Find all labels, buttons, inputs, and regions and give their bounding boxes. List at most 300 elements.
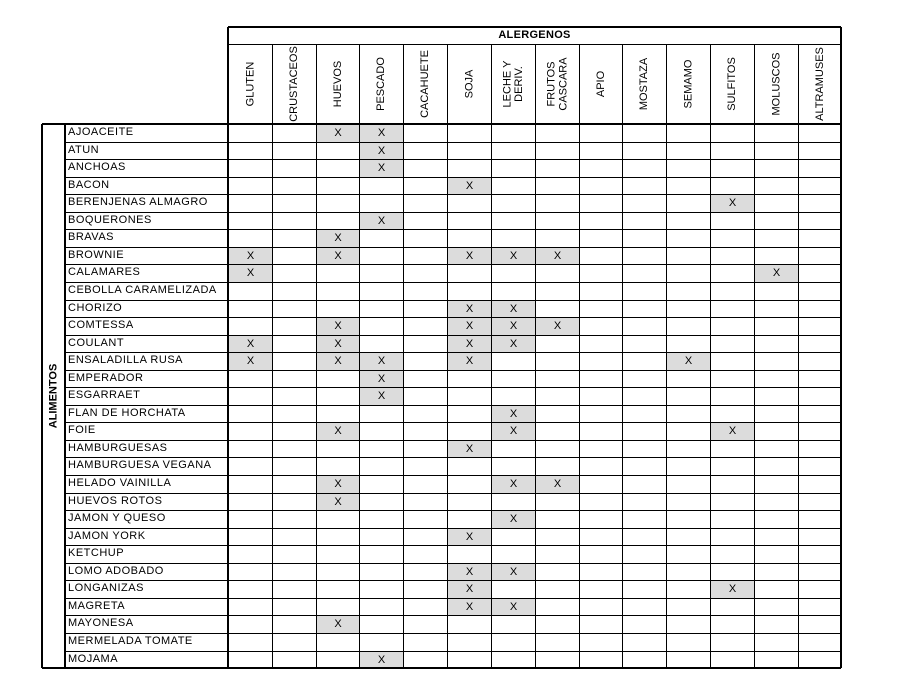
allergen-mark	[755, 476, 798, 493]
food-name: KETCHUP	[68, 547, 125, 560]
allergen-mark	[404, 476, 447, 493]
allergen-mark	[755, 318, 798, 335]
allergen-mark	[404, 195, 447, 212]
allergen-mark	[360, 248, 403, 265]
allergen-mark	[667, 301, 710, 318]
allergen-mark	[623, 353, 666, 370]
allergen-mark	[404, 511, 447, 528]
grid-line	[65, 545, 841, 546]
allergen-mark	[229, 546, 272, 563]
allergen-mark	[667, 652, 710, 669]
allergen-mark	[448, 476, 491, 493]
allergen-mark	[580, 423, 622, 440]
allergen-mark	[623, 371, 666, 388]
allergen-mark	[448, 265, 491, 282]
allergen-mark	[229, 406, 272, 423]
allergen-mark	[229, 160, 272, 177]
allergen-mark	[360, 283, 403, 300]
allergen-mark	[317, 406, 359, 423]
allergen-mark	[580, 564, 622, 581]
grid-line	[65, 528, 841, 529]
allergen-mark	[799, 213, 841, 230]
allergen-mark	[755, 248, 798, 265]
food-name: MOJAMA	[68, 652, 119, 665]
allergen-mark	[360, 441, 403, 458]
allergen-mark	[623, 494, 666, 511]
allergen-mark	[755, 634, 798, 651]
allergen-mark	[404, 423, 447, 440]
allergen-mark: X	[448, 529, 491, 546]
grid-line	[535, 44, 536, 668]
allergen-mark	[667, 634, 710, 651]
allergen-mark	[755, 406, 798, 423]
allergen-header-8: APIO	[594, 70, 607, 98]
allergen-mark	[799, 125, 841, 142]
allergen-mark	[492, 634, 535, 651]
allergen-mark	[799, 423, 841, 440]
allergen-mark	[492, 616, 535, 633]
allergen-mark	[711, 143, 754, 160]
allergen-mark	[536, 634, 579, 651]
allergen-mark	[492, 458, 535, 475]
allergen-mark	[273, 564, 316, 581]
allergen-mark	[755, 160, 798, 177]
allergen-mark	[623, 301, 666, 318]
grid-line	[754, 44, 755, 668]
allergen-mark	[799, 581, 841, 598]
allergen-mark	[317, 213, 359, 230]
grid-line	[65, 247, 841, 248]
allergen-mark	[580, 248, 622, 265]
allergen-mark	[404, 178, 447, 195]
food-name: COULANT	[68, 336, 125, 349]
allergen-mark	[536, 353, 579, 370]
allergen-mark	[799, 406, 841, 423]
allergen-mark	[799, 652, 841, 669]
allergen-mark	[623, 564, 666, 581]
allergen-mark	[799, 336, 841, 353]
allergen-mark	[404, 143, 447, 160]
allergen-mark: X	[360, 652, 403, 669]
allergen-mark	[580, 652, 622, 669]
allergen-mark	[580, 230, 622, 247]
grid-line	[65, 387, 841, 388]
allergen-mark	[623, 195, 666, 212]
allergen-mark: X	[317, 230, 359, 247]
allergen-mark	[799, 265, 841, 282]
allergen-mark	[273, 599, 316, 616]
allergen-mark	[404, 353, 447, 370]
allergen-mark	[623, 125, 666, 142]
allergen-mark	[711, 230, 754, 247]
allergen-mark	[755, 125, 798, 142]
allergen-mark	[755, 616, 798, 633]
allergen-mark	[755, 458, 798, 475]
allergen-mark: X	[492, 423, 535, 440]
allergen-mark	[492, 652, 535, 669]
allergen-mark: X	[229, 265, 272, 282]
grid-line	[272, 44, 273, 668]
allergen-mark	[755, 230, 798, 247]
allergen-mark	[799, 143, 841, 160]
allergen-mark	[799, 195, 841, 212]
allergen-mark: X	[317, 336, 359, 353]
allergen-mark	[273, 178, 316, 195]
allergen-mark	[755, 195, 798, 212]
allergen-mark	[623, 441, 666, 458]
allergen-mark	[623, 248, 666, 265]
allergen-mark	[273, 283, 316, 300]
allergen-mark	[536, 195, 579, 212]
allergen-mark	[580, 143, 622, 160]
allergen-mark	[404, 529, 447, 546]
allergen-mark	[755, 143, 798, 160]
food-name: CALAMARES	[68, 266, 141, 279]
allergen-mark	[229, 581, 272, 598]
allergen-mark: X	[448, 301, 491, 318]
allergen-mark	[317, 178, 359, 195]
allergen-mark	[667, 616, 710, 633]
allergen-mark	[404, 230, 447, 247]
allergen-mark	[229, 318, 272, 335]
allergen-mark	[799, 301, 841, 318]
allergen-mark	[580, 616, 622, 633]
grid-line	[65, 651, 841, 652]
allergen-header-10: SEMAMO	[681, 59, 694, 109]
allergen-header-0: GLUTEN	[243, 61, 256, 107]
food-name: MERMELADA TOMATE	[68, 634, 193, 647]
grid-line	[65, 352, 841, 353]
allergen-mark	[623, 546, 666, 563]
allergen-mark	[404, 265, 447, 282]
allergen-mark	[667, 406, 710, 423]
allergen-mark	[711, 599, 754, 616]
allergen-mark	[799, 160, 841, 177]
food-name: ENSALADILLA RUSA	[68, 354, 183, 367]
allergen-mark	[580, 371, 622, 388]
allergen-mark	[667, 195, 710, 212]
allergen-mark	[711, 494, 754, 511]
grid-line	[228, 26, 841, 28]
grid-line	[447, 44, 448, 668]
allergen-mark	[623, 511, 666, 528]
allergen-mark	[360, 634, 403, 651]
allergen-mark	[317, 441, 359, 458]
grid-line	[65, 229, 841, 230]
allergen-mark	[623, 423, 666, 440]
allergen-mark	[667, 125, 710, 142]
allergen-mark	[492, 143, 535, 160]
allergen-mark	[799, 283, 841, 300]
allergen-mark	[273, 143, 316, 160]
allergen-mark	[536, 178, 579, 195]
grid-line	[65, 457, 841, 458]
allergen-mark	[711, 283, 754, 300]
allergen-header-9: MOSTAZA	[638, 57, 651, 111]
allergen-header-5: SOJA	[462, 69, 475, 99]
allergen-mark	[229, 283, 272, 300]
allergen-mark: X	[448, 599, 491, 616]
food-name: BRAVAS	[68, 231, 114, 244]
allergen-mark	[492, 213, 535, 230]
allergen-mark	[623, 283, 666, 300]
allergen-mark	[360, 511, 403, 528]
allergen-mark	[448, 652, 491, 669]
allergen-mark	[273, 652, 316, 669]
allergen-mark: X	[317, 248, 359, 265]
allergen-mark	[273, 423, 316, 440]
allergen-mark: X	[711, 423, 754, 440]
allergen-mark	[580, 529, 622, 546]
grid-line	[65, 264, 841, 265]
allergen-mark	[448, 213, 491, 230]
grid-line	[316, 44, 317, 668]
allergen-mark	[580, 195, 622, 212]
allergen-mark	[799, 476, 841, 493]
food-name: CEBOLLA CARAMELIZADA	[68, 283, 217, 296]
allergen-mark	[273, 336, 316, 353]
allergen-mark: X	[448, 318, 491, 335]
allergen-mark	[667, 581, 710, 598]
allergen-mark	[580, 301, 622, 318]
allergen-mark	[404, 634, 447, 651]
allergen-mark	[448, 125, 491, 142]
allergen-mark	[623, 143, 666, 160]
allergen-mark	[317, 458, 359, 475]
allergen-mark	[492, 388, 535, 405]
allergen-mark	[623, 616, 666, 633]
allergen-mark	[799, 178, 841, 195]
allergen-mark	[755, 178, 798, 195]
allergen-mark: X	[492, 406, 535, 423]
allergen-mark	[492, 529, 535, 546]
allergen-mark: X	[448, 336, 491, 353]
allergen-header-1: CRUSTACEOS	[287, 46, 300, 122]
allergen-mark	[317, 143, 359, 160]
allergen-mark	[536, 441, 579, 458]
allergen-mark	[317, 511, 359, 528]
allergen-mark	[273, 529, 316, 546]
allergen-mark	[799, 511, 841, 528]
allergen-mark	[623, 652, 666, 669]
allergen-mark: X	[360, 213, 403, 230]
allergen-mark	[360, 265, 403, 282]
allergen-mark	[360, 318, 403, 335]
allergen-mark	[711, 353, 754, 370]
allergen-mark	[317, 599, 359, 616]
food-name: HELADO VAINILLA	[68, 477, 172, 489]
allergen-mark	[711, 546, 754, 563]
grid-line	[622, 44, 623, 668]
allergen-mark	[448, 634, 491, 651]
allergen-mark	[580, 125, 622, 142]
allergen-mark	[404, 388, 447, 405]
allergen-mark	[404, 283, 447, 300]
allergen-mark	[229, 125, 272, 142]
allergen-mark	[580, 546, 622, 563]
allergen-mark	[536, 423, 579, 440]
allergen-mark	[404, 213, 447, 230]
allergen-mark	[755, 388, 798, 405]
allergen-mark	[360, 336, 403, 353]
allergen-mark	[755, 441, 798, 458]
allergen-header-3: PESCADO	[374, 57, 387, 111]
allergen-mark: X	[317, 616, 359, 633]
allergen-mark	[448, 371, 491, 388]
food-name: BACON	[68, 178, 110, 191]
allergen-mark	[667, 178, 710, 195]
grid-line	[65, 510, 841, 511]
allergen-header-7: FRUTOS	[545, 61, 558, 107]
allergen-mark	[229, 178, 272, 195]
allergen-mark	[536, 406, 579, 423]
allergen-mark	[404, 458, 447, 475]
allergen-mark	[667, 371, 710, 388]
allergen-mark	[448, 511, 491, 528]
allergen-mark: X	[536, 248, 579, 265]
allergen-mark: X	[536, 476, 579, 493]
allergen-mark: X	[492, 336, 535, 353]
allergen-mark	[229, 213, 272, 230]
allergen-mark	[623, 634, 666, 651]
grid-line	[65, 177, 841, 178]
allergen-mark	[360, 581, 403, 598]
allergen-mark	[580, 178, 622, 195]
grid-line	[65, 440, 841, 441]
allergen-mark	[360, 529, 403, 546]
allergen-mark	[229, 423, 272, 440]
allergen-mark	[667, 564, 710, 581]
allergen-mark	[755, 371, 798, 388]
grid-line	[65, 159, 841, 160]
allergen-mark: X	[492, 511, 535, 528]
allergen-mark	[229, 301, 272, 318]
allergen-mark	[799, 388, 841, 405]
grid-line	[65, 580, 841, 581]
allergen-mark	[711, 125, 754, 142]
allergen-mark	[273, 371, 316, 388]
allergen-mark	[317, 371, 359, 388]
allergen-mark	[273, 353, 316, 370]
allergen-mark	[492, 265, 535, 282]
food-name: MAYONESA	[68, 617, 134, 630]
allergen-mark	[404, 125, 447, 142]
allergen-mark	[448, 195, 491, 212]
allergen-mark	[667, 213, 710, 230]
allergen-mark	[667, 143, 710, 160]
grid-line	[65, 493, 841, 494]
allergen-mark	[799, 353, 841, 370]
allergen-mark	[273, 248, 316, 265]
allergen-mark	[799, 318, 841, 335]
allergen-mark	[229, 476, 272, 493]
grid-line	[840, 27, 842, 668]
allergen-mark	[711, 265, 754, 282]
allergen-mark: X	[492, 599, 535, 616]
allergen-mark: X	[492, 318, 535, 335]
allergen-mark	[492, 546, 535, 563]
allergen-mark	[360, 616, 403, 633]
allergen-mark	[229, 494, 272, 511]
allergen-mark	[536, 371, 579, 388]
allergen-mark	[580, 494, 622, 511]
allergen-mark	[667, 494, 710, 511]
allergen-mark	[667, 265, 710, 282]
allergen-mark	[536, 529, 579, 546]
allergen-mark	[536, 143, 579, 160]
allergen-mark	[404, 248, 447, 265]
food-name: FLAN DE HORCHATA	[68, 406, 186, 419]
allergen-mark	[580, 634, 622, 651]
allergen-mark	[536, 494, 579, 511]
allergen-mark	[492, 283, 535, 300]
allergen-mark	[536, 213, 579, 230]
allergen-mark	[229, 529, 272, 546]
food-name: HAMBURGUESAS	[68, 441, 168, 454]
allergen-mark	[799, 599, 841, 616]
allergen-mark	[580, 283, 622, 300]
grid-line	[42, 123, 65, 125]
allergen-mark: X	[317, 423, 359, 440]
allergen-mark: X	[317, 318, 359, 335]
allergen-mark	[667, 599, 710, 616]
allergen-mark	[799, 616, 841, 633]
allergen-mark	[755, 564, 798, 581]
allergen-mark	[448, 458, 491, 475]
allergen-mark: X	[317, 494, 359, 511]
food-name: MAGRETA	[68, 599, 126, 612]
allergen-mark	[360, 423, 403, 440]
allergen-mark: X	[360, 388, 403, 405]
food-name: HUEVOS ROTOS	[68, 494, 163, 507]
allergen-mark	[317, 195, 359, 212]
grid-line	[359, 44, 360, 668]
allergen-mark	[755, 423, 798, 440]
allergen-mark: X	[492, 301, 535, 318]
grid-line	[65, 317, 841, 318]
allergen-mark	[360, 195, 403, 212]
allergen-mark	[711, 634, 754, 651]
allergen-mark	[711, 336, 754, 353]
allergen-mark	[711, 318, 754, 335]
grid-line	[42, 667, 841, 669]
allergen-mark	[667, 529, 710, 546]
food-name: FOIE	[68, 424, 96, 437]
allergen-header-2: HUEVOS	[331, 60, 344, 108]
allergen-mark: X	[448, 248, 491, 265]
allergen-mark: X	[711, 581, 754, 598]
grid-line	[65, 370, 841, 371]
food-name: ESGARRAET	[68, 389, 141, 402]
allergen-mark: X	[492, 564, 535, 581]
allergen-mark	[360, 546, 403, 563]
grid-line	[65, 633, 841, 634]
allergen-mark	[536, 230, 579, 247]
allergen-mark	[667, 230, 710, 247]
allergen-mark	[755, 581, 798, 598]
allergen-mark	[229, 616, 272, 633]
grid-line	[64, 124, 66, 668]
food-name: CHORIZO	[68, 301, 123, 314]
allergen-mark	[404, 318, 447, 335]
allergen-mark	[536, 546, 579, 563]
allergen-mark: X	[448, 441, 491, 458]
grid-line	[65, 422, 841, 423]
allergen-mark	[711, 178, 754, 195]
allergen-mark	[317, 388, 359, 405]
allergen-mark	[755, 353, 798, 370]
allergen-mark	[755, 301, 798, 318]
